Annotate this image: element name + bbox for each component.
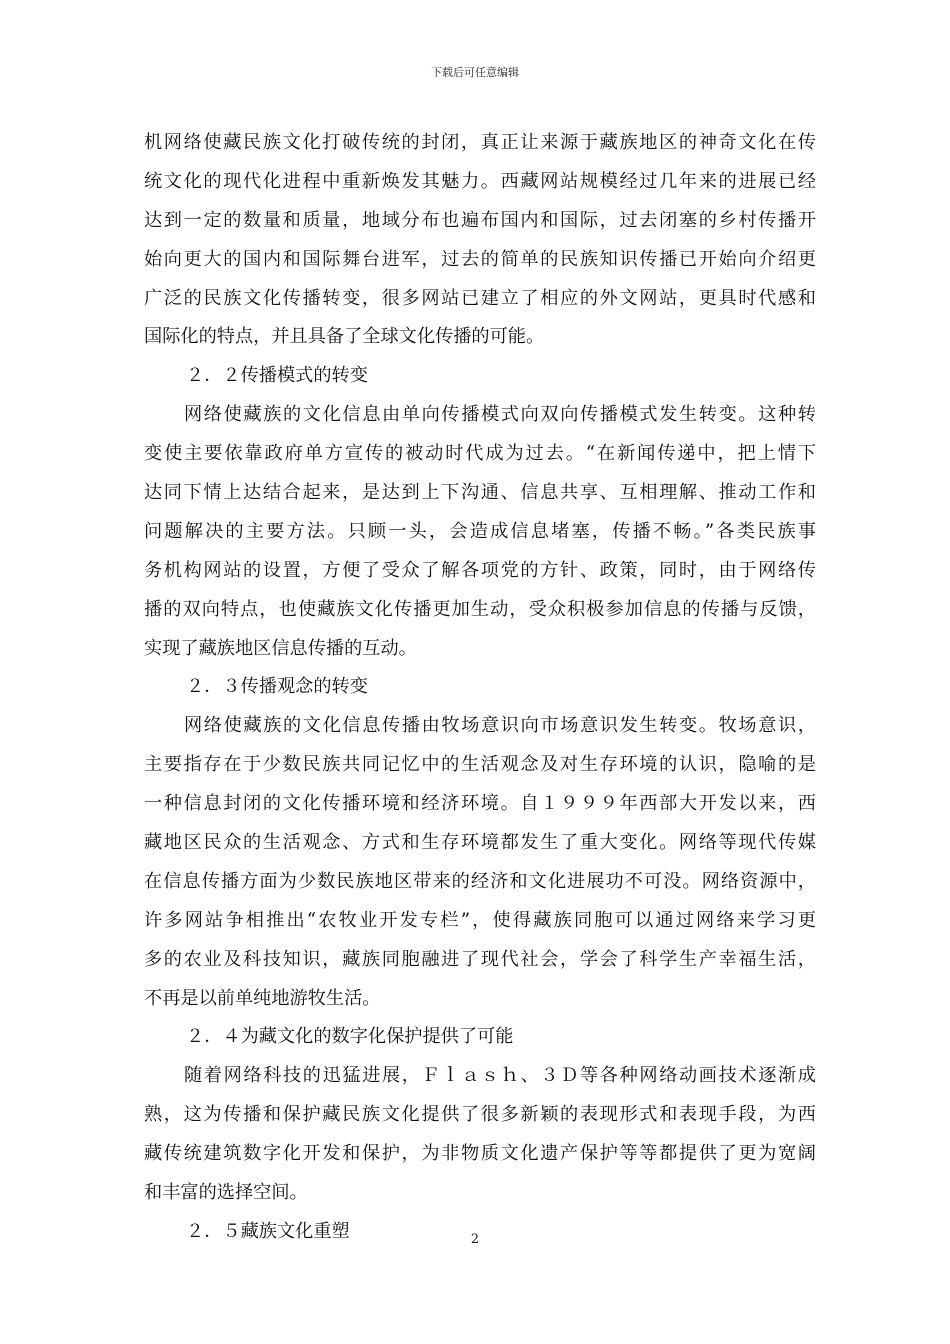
section-heading: ２．４为藏文化的数字化保护提供了可能 <box>186 1026 514 1048</box>
text-line: 藏传统建筑数字化开发和保护，为非物质文化遗产保护等等都提供了更为宽阔 <box>144 1143 816 1165</box>
text-line: 随着网络科技的迅猛进展，Ｆｌａｓｈ、３Ｄ等各种网络动画技术逐渐成 <box>184 1065 816 1087</box>
text-line: 务机构网站的设置，方便了受众了解各项党的方针、政策，同时，由于网络传 <box>144 559 816 581</box>
section-heading: ２．５藏族文化重塑 <box>186 1220 350 1242</box>
text-line: 国际化的特点，并且具备了全球文化传播的可能。 <box>144 326 545 348</box>
text-line: 始向更大的国内和国际舞台进军，过去的简单的民族知识传播已开始向介绍更 <box>144 248 816 270</box>
document-body <box>144 124 816 1252</box>
text-line: 熟，这为传播和保护藏民族文化提供了很多新颖的表现形式和表现手段，为西 <box>144 1104 816 1126</box>
text-line: 播的双向特点，也使藏族文化传播更加生动，受众积极参加信息的传播与反馈， <box>144 598 816 620</box>
text-line: 变使主要依靠政府单方宣传的被动时代成为过去。“在新闻传递中，把上情下 <box>144 443 816 465</box>
text-line: 藏地区民众的生活观念、方式和生存环境都发生了重大变化。网络等现代传媒 <box>144 832 816 854</box>
text-line: 达到一定的数量和质量，地域分布也遍布国内和国际，过去闭塞的乡村传播开 <box>144 209 816 231</box>
text-line: 网络使藏族的文化信息由单向传播模式向双向传播模式发生转变。这种转 <box>184 404 816 426</box>
text-line: 和丰富的选择空间。 <box>144 1182 308 1204</box>
text-line: 一种信息封闭的文化传播环境和经济环境。自１９９９年西部大开发以来，西 <box>144 793 816 815</box>
text-line: 达同下情上达结合起来，是达到上下沟通、信息共享、互相理解、推动工作和 <box>144 482 816 504</box>
text-line: 统文化的现代化进程中重新焕发其魅力。西藏网站规模经过几年来的进展已经 <box>144 170 816 192</box>
page-number: 2 <box>470 1232 480 1247</box>
text-line: 广泛的民族文化传播转变，很多网站已建立了相应的外文网站，更具时代感和 <box>144 287 816 309</box>
section-heading: ２．３传播观念的转变 <box>186 676 368 698</box>
text-line: 多的农业及科技知识，藏族同胞融进了现代社会，学会了科学生产幸福生活， <box>144 948 816 970</box>
text-line: 问题解决的主要方法。只顾一头，会造成信息堵塞，传播不畅。”各类民族事 <box>144 520 816 542</box>
text-line: 许多网站争相推出“农牧业开发专栏”，使得藏族同胞可以通过网络来学习更 <box>144 909 816 931</box>
text-line: 在信息传播方面为少数民族地区带来的经济和文化进展功不可没。网络资源中， <box>144 870 816 892</box>
text-line: 主要指存在于少数民族共同记忆中的生活观念及对生存环境的认识，隐喻的是 <box>144 754 816 776</box>
text-line: 实现了藏族地区信息传播的互动。 <box>144 637 417 659</box>
text-line: 机网络使藏民族文化打破传统的封闭，真正让来源于藏族地区的神奇文化在传 <box>144 132 816 153</box>
text-line: 网络使藏族的文化信息传播由牧场意识向市场意识发生转变。牧场意识， <box>184 715 816 737</box>
section-heading: ２．２传播模式的转变 <box>186 365 368 387</box>
page-header: 下载后可任意编辑 <box>431 66 519 79</box>
text-line: 不再是以前单纯地游牧生活。 <box>144 987 381 1009</box>
